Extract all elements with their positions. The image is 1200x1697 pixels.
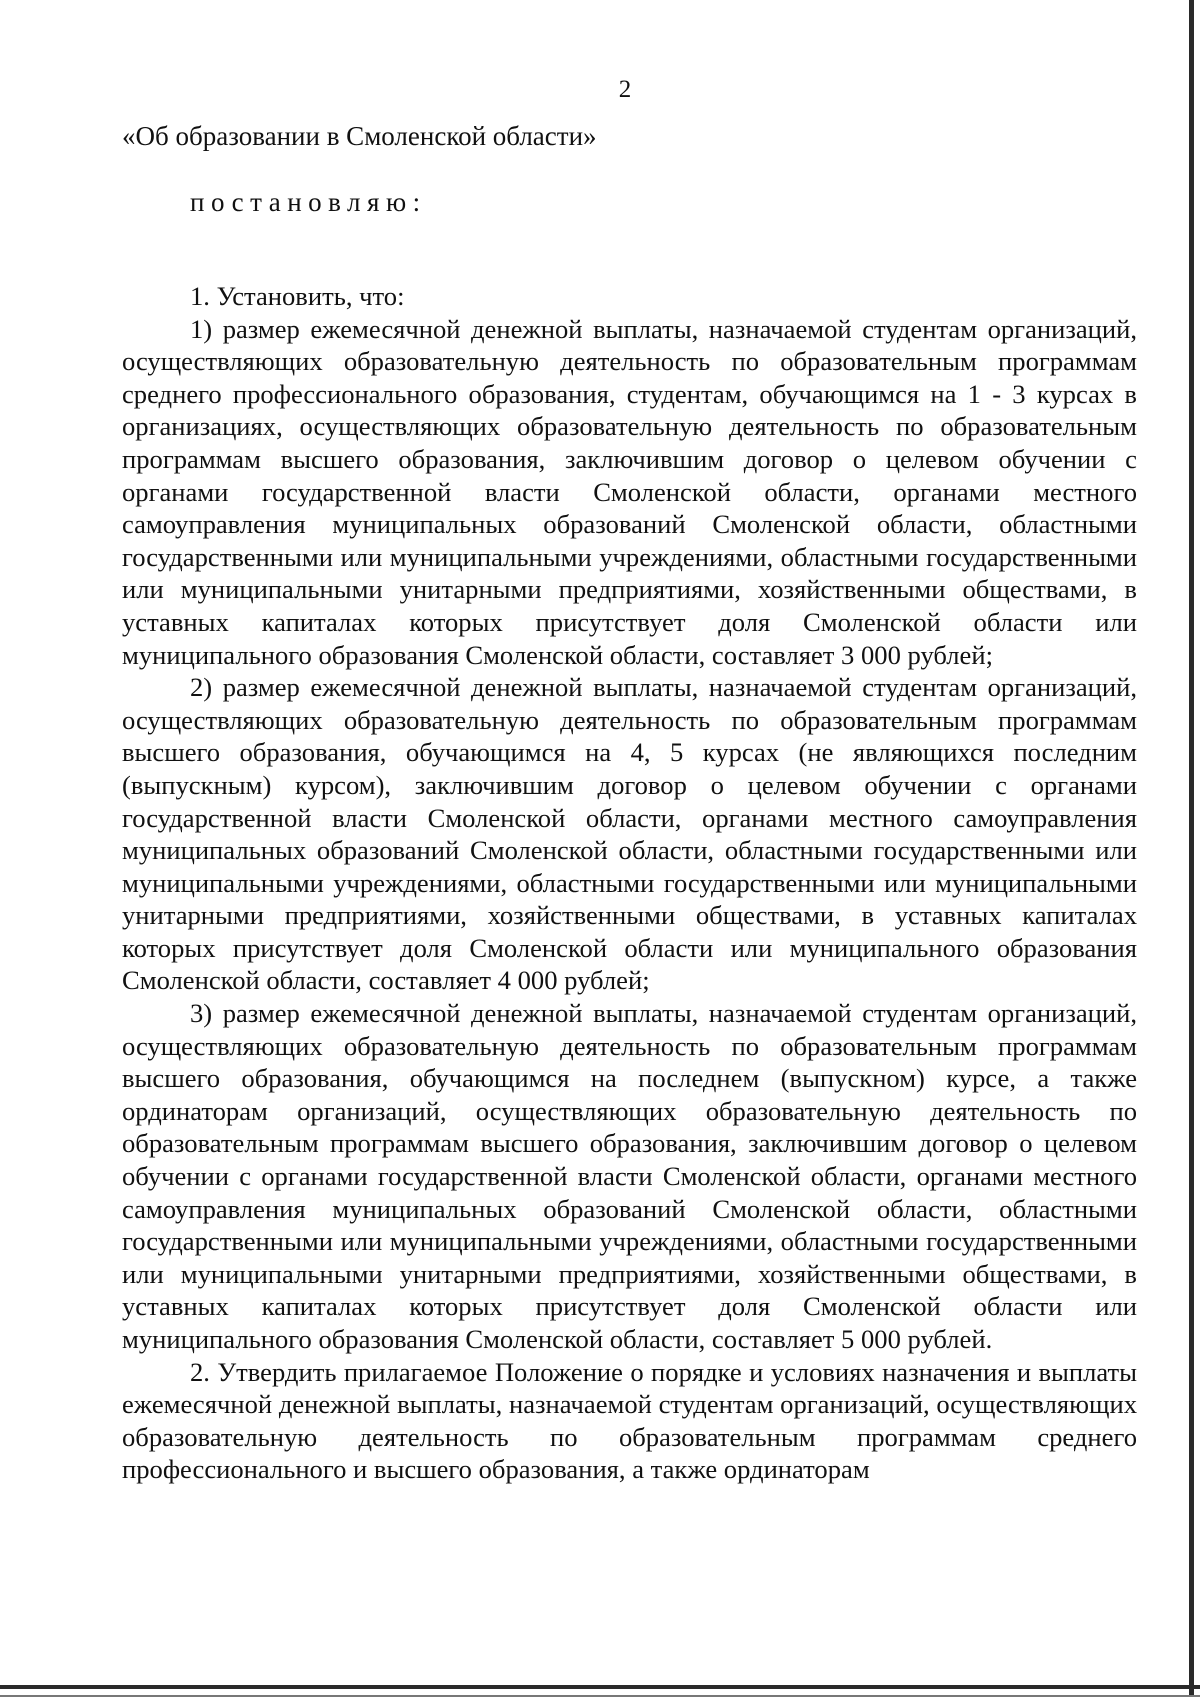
paragraph-subitem-2: 2) размер ежемесячной денежной выплаты, назначаемой студентам организаций, осуществляющих образовательную деятельность по образовательным программам высшего образования, обучающимся на 4, 5 курсах (не являющихся последним (выпускным) курсом), заключившим договор о целевом обучении с органами государственной власти Смоленской области, органами местного самоуправления муниципальных образований Смоленской области, областными государственными или муниципальными учреждениями, областными государственными или муниципальными унитарными предприятиями, хозяйственными обществами, в уставных капиталах которых присутствует доля Смоленской области или муниципального образования Смоленской области, составляет 4 000 рублей; <box>122 672 1137 996</box>
paragraph-item-1-intro: 1. Установить, что: <box>190 281 405 311</box>
scan-bottom-edge <box>0 1685 1200 1689</box>
page-number: 2 <box>618 76 632 103</box>
document-heading-line: «Об образовании в Смоленской области» <box>122 121 597 151</box>
paragraph-subitem-1: 1) размер ежемесячной денежной выплаты, назначаемой студентам организаций, осуществляющих образовательную деятельность по образовательным программам среднего профессионального образования, студентам, обучающимся на 1 - 3 курсах в организациях, осуществляющих образовательную деятельность по образовательным программам высшего образования, заключившим договор о целевом обучении с органами государственной власти Смоленской области, органами местного самоуправления муниципальных образований Смоленской области, областными государственными или муниципальными учреждениями, областными государственными или муниципальными унитарными предприятиями, хозяйственными обществами, в уставных капиталах которых присутствует доля Смоленской области или муниципального образования Смоленской области, составляет 3 000 рублей; <box>122 313 1137 670</box>
paragraph-item-2: 2. Утвердить прилагаемое Положение о порядке и условиях назначения и выплаты ежемесячной денежной выплаты, назначаемой студентам организаций, осуществляющих образовательную деятельность по образовательным программам среднего профессионального и высшего образования, а также ординаторам <box>122 1356 1137 1485</box>
document-body <box>122 280 1137 1486</box>
scan-right-edge <box>1189 0 1194 1697</box>
paragraph-subitem-3: 3) размер ежемесячной денежной выплаты, назначаемой студентам организаций, осуществляющих образовательную деятельность по образовательным программам высшего образования, обучающимся на последнем (выпускном) курсе, а также ординаторам организаций, осуществляющих образовательную деятельность по образовательным программам высшего образования, заключившим договор о целевом обучении с органами государственной власти Смоленской области, органами местного самоуправления муниципальных образований Смоленской области, областными государственными или муниципальными учреждениями, областными государственными или муниципальными унитарными предприятиями, хозяйственными обществами, в уставных капиталах которых присутствует доля Смоленской области или муниципального образования Смоленской области, составляет 5 000 рублей. <box>122 998 1137 1354</box>
decree-word: постановляю: <box>190 187 427 217</box>
